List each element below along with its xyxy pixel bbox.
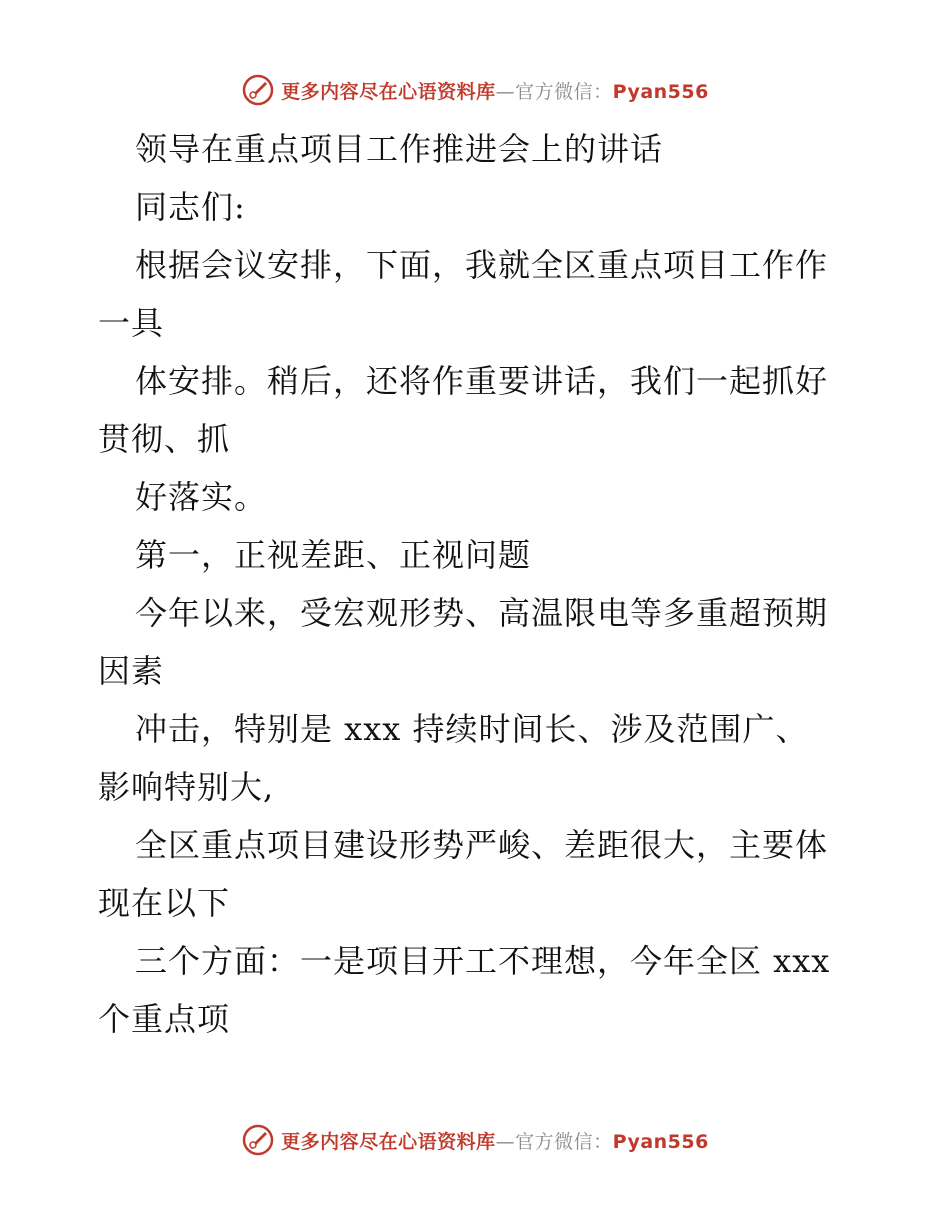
footer-dash: —: [495, 1130, 516, 1153]
doc-line: 影响特别大,: [98, 768, 275, 806]
doc-line: 冲击，特别是 xxx 持续时间长、涉及范围广、: [135, 710, 809, 748]
doc-line: 同志们:: [135, 188, 246, 226]
footer-banner-text: [281, 1127, 709, 1154]
doc-line: 因素: [98, 652, 165, 690]
doc-line: 个重点项: [98, 1000, 231, 1038]
doc-line: 体安排。稍后，还将作重要讲话，我们一起抓好: [135, 362, 829, 400]
doc-line: 今年以来，受宏观形势、高温限电等多重超预期: [135, 594, 829, 632]
quill-logo-icon: [241, 73, 275, 107]
footer-wechat-label: 官方微信：: [515, 1130, 613, 1153]
footer-wechat-id: Pyan556: [612, 1130, 709, 1153]
header-brand: 更多内容尽在心语资料库: [281, 80, 496, 103]
header-banner-text: [281, 77, 709, 104]
doc-section-heading: 第一，正视差距、正视问题: [135, 536, 532, 574]
doc-line: 全区重点项目建设形势严峻、差距很大，主要体: [135, 826, 829, 864]
doc-line: 现在以下: [98, 884, 231, 922]
footer-brand: 更多内容尽在心语资料库: [281, 1130, 496, 1153]
header-watermark-banner: [0, 70, 950, 110]
document-body: [0, 120, 950, 1048]
doc-title: 领导在重点项目工作推进会上的讲话: [135, 130, 664, 168]
doc-line: 三个方面：一是项目开工不理想，今年全区 xxx: [135, 942, 831, 980]
header-dash: —: [495, 80, 516, 103]
doc-line: 一具: [98, 304, 165, 342]
footer-watermark-banner: [0, 1120, 950, 1160]
header-wechat-id: Pyan556: [612, 80, 709, 103]
doc-line: 根据会议安排，下面，我就全区重点项目工作作: [135, 246, 829, 284]
quill-logo-icon: [241, 1123, 275, 1157]
doc-line: 好落实。: [135, 478, 268, 516]
header-wechat-label: 官方微信：: [515, 80, 613, 103]
doc-line: 贯彻、抓: [98, 420, 231, 458]
